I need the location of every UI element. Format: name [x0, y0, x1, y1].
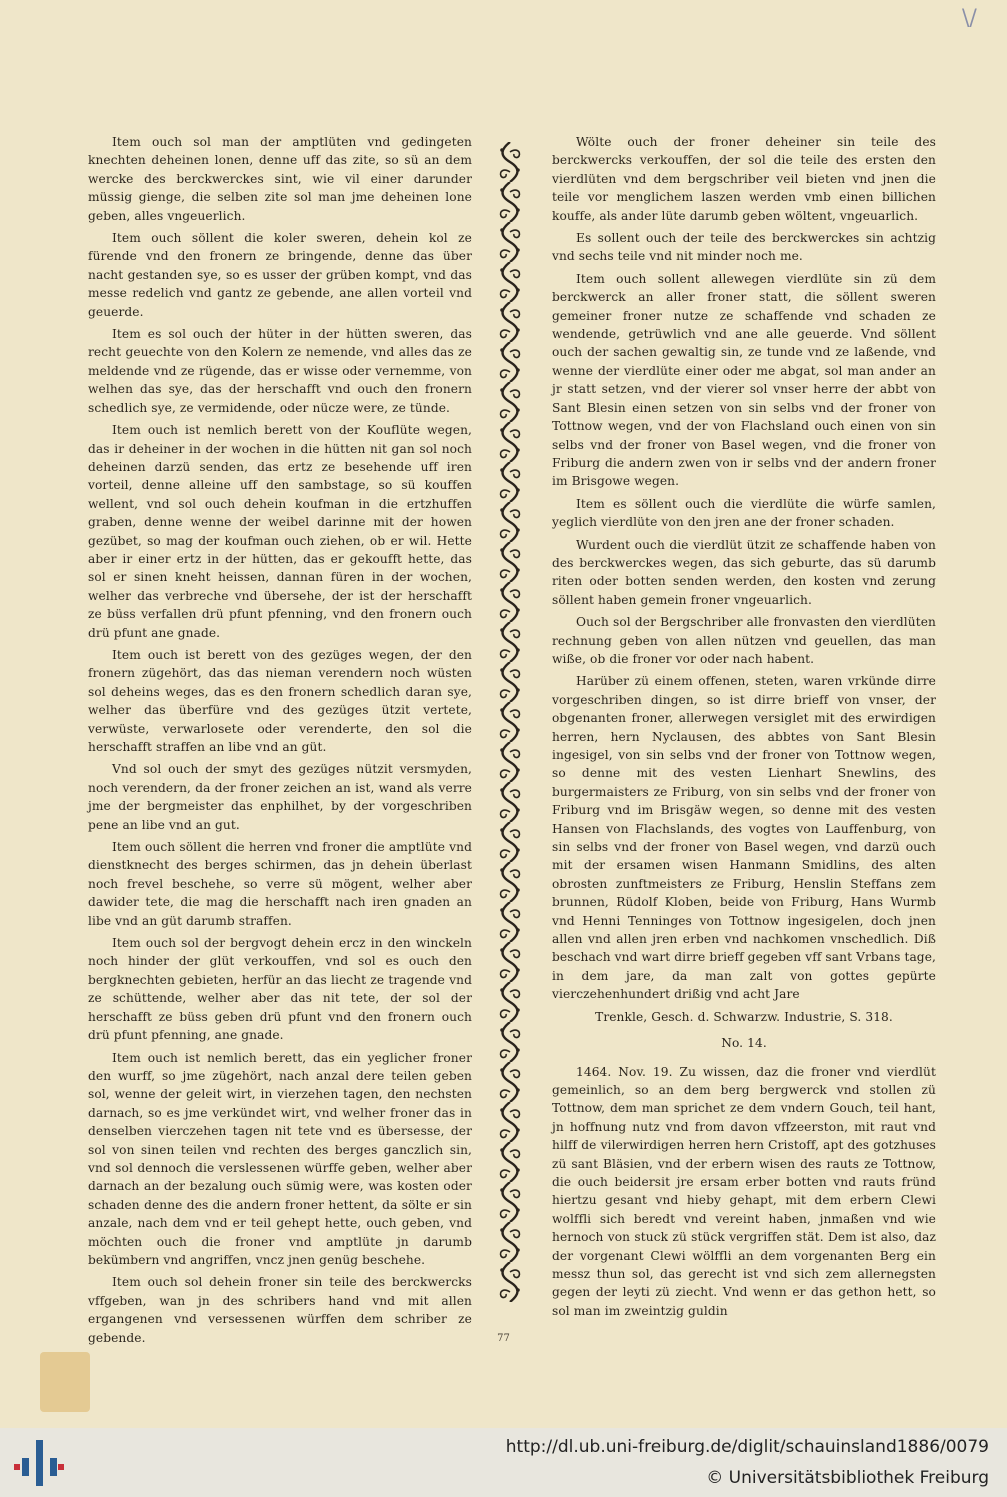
paragraph: 1464. Nov. 19. Zu wissen, daz die froner vnd vierdlüt gemeinlich, so an dem berg bergwerck vnd stollen zü Tottnow, dem man sprichet ze dem vndern Gouch, teil hant, jn hoffnung nutz vnd from davon vffzeerston, mit raut vnd hilff de vilerwirdigen herren hern Cristoff, apt des gotzhuses zü sant Bläsien, vnd der erbern wisen des rauts ze Tottnow, die ouch beidersit jre ersam erber botten vnd rauts fründ hiertzu gesant vnd hieby gehapt, mit dem erbern Clewi wolffli sich beredt vnd vereint haben, jnmaßen vnd wie hernoch von stuck zü stück vergriffen stät. Dem ist also, daz der vorgenant Clewi wölffli an dem vorgenanten Berg ein messz thun sol, das gerecht ist vnd sich zem allernegsten gegen der leyti zü ziecht. Vnd wenn er das gethon hett, so sol man im zweintzig guldin — [552, 1064, 936, 1318]
library-logo-icon — [14, 1440, 64, 1486]
paragraph: Item ouch sollent allewegen vierdlüte sin zü dem berckwerck an aller froner statt, die söllent sweren gemeiner froner nutze ze schaffende vnd schaden ze wendende, getrüwlich vnd ane alle geuerde. Vnd söllent ouch der sachen gewaltig sin, ze tunde vnd ze laßende, vnd wenne der vierdlüte einer oder me abgat, sol man ander an jr statt setzen, vnd der vierer sol vnser herre der abbt von Sant Blesin einen setzen von sin selbs vnd der froner von Tottnow wegen, vnd der von Flachsland ouch einen von sin selbs vnd der froner von Basel wegen, vnd die froner von Friburg die andern zwen von ir selbs vnd der andern froner im Brisgowe wegen. — [552, 271, 936, 489]
page-number: 77 — [497, 1333, 510, 1344]
paragraph: Harüber zü einem offenen, steten, waren vrkünde dirre vorgeschriben dingen, so ist dirre brieff von vnser, der obgenanten froner, allerwegen versiglet mit des erwirdigen herren, hern Nyclausen, des abbtes von Sant Blesin ingesigel, von sin selbs vnd der froner von Tottnow wegen, so denne mit des vesten Lienhart Snewlins, des burgermaisters ze Friburg, von sin selbs vnd der froner von Friburg vnd im Brisgäw wegen, so denne mit des vesten Hansen von Flachslands, des vogtes von Lauffenburg, von sin selbs vnd der froner von Basel wegen, vnd darzü ouch mit der ersamen wisen Hanmann Smidlins, des alten obrosten zunftmeisters ze Friburg, Henslin Steffans zem brunnen, Rüdolf Kloben, beide von Friburg, Hans Wurmb vnd Henni Tenninges von Tottnow ingesigelen, doch jnen allen vnd allen jren erben vnd nachkomen vnschedlich. Diß beschach vnd wart dirre brieff gegeben vff sant Vrbans tage, in dem jare, da man zalt von gottes gepürte vierczehenhundert drißig vnd acht Jare — [552, 674, 936, 1002]
paragraph: Item ouch sol der bergvogt dehein ercz in den winckeln noch hinder der glüt verkouffen, vnd sol es ouch den bergknechten gebieten, herfür an das liecht ze tragende vnd ze schüttende, welher aber das nit tete, der sol der herschafft ze büss geben drü pfunt vnd den fronern ouch drü pfunt pfenning, ane gnade. — [88, 936, 472, 1043]
adhesive-tape-mark — [40, 1352, 90, 1412]
vine-ornament-divider — [496, 142, 524, 1302]
paragraph: Item es sol ouch der hüter in der hütten sweren, das recht geuechte von den Kolern ze nemende, vnd alles das ze meldende vnd ze rügende, das er wisse oder vernemme, von welhen das sye, das der herschafft vnd ouch den fronern schedlich sye, ze vermidende, oder nücze were, ze tünde. — [88, 327, 472, 415]
document-number: No. 14. — [721, 1036, 767, 1051]
paragraph: Vnd sol ouch der smyt des gezüges nützit versmyden, noch verendern, da der froner zeichen an ist, wand als verre jme der bergmeister das enphilhet, by der vorgeschriben pene an libe vnd an gut. — [88, 762, 472, 832]
paragraph: Item ouch sol dehein froner sin teile des berckwercks vffgeben, wan jn des schribers hand vnd mit allen ergangenen vnd versessenen würffen dem schriber ze gebende. — [88, 1275, 472, 1345]
paragraph: Item es söllent ouch die vierdlüte die würfe samlen, yeglich vierdlüte von den jren ane der froner schaden. — [552, 496, 936, 530]
paragraph: Wölte ouch der froner deheiner sin teile des berckwercks verkouffen, der sol die teile des ersten den vierdlüten vnd dem bergschriber veil bieten vnd jnen die teile vor menglichem laszen werden vmb einen billichen kouffe, als ander lüte darumb geben wöltent, vngeuarlich. — [552, 135, 936, 223]
permalink-url[interactable]: http://dl.ub.uni-freiburg.de/diglit/schauinsland1886/0079 — [505, 1437, 989, 1457]
left-text-column — [88, 133, 472, 1351]
paragraph: Es sollent ouch der teile des berckwerckes sin achtzig vnd sechs teile vnd nit minder noch me. — [552, 231, 936, 264]
paragraph: Item ouch söllent die koler sweren, dehein kol ze fürende vnd den fronern ze bringende, denne das über nacht gestanden sye, so es usser der grüben kompt, vnd das messe redelich vnd gantz ze gebende, ane allen vorteil vnd geuerde. — [88, 231, 472, 319]
right-text-column — [552, 133, 936, 1324]
paragraph: Item ouch ist nemlich berett, das ein yeglicher froner den wurff, so jme zügehört, nach anzal dere teilen geben sol, wenne der geleit wirt, in vierzehen tagen, den nechsten darnach, so es jme verkündet wirt, vnd welher froner das in denselben vierczehen tagen nit tete vnd es übersesse, der sol von sinen teilen vnd rechten des berges ganczlich sin, vnd sol dennoch die verslessenen würffe geben, welher aber darnach an der bezalung ouch sümig were, was kosten oder schaden denne des die andern froner hettent, da sölte er sin anzale, nach dem vnd er teil gehept hette, ouch geben, vnd möchten ouch die froner vnd amptlüte jn darumb bekümbern vnd angriffen, vncz jnen genüg beschehe. — [88, 1050, 472, 1267]
corner-pencil-mark: \/ — [962, 6, 977, 31]
viewer-footer — [0, 1428, 1007, 1497]
paragraph: Item ouch söllent die herren vnd froner die amptlüte vnd dienstknecht des berges schirmen, das jn dehein überlast noch frevel beschehe, so verre sü mögent, welher aber dawider tete, die mag die herschafft nach iren gnaden an libe vnd an güt darumb straffen. — [88, 840, 472, 928]
source-citation: Trenkle, Gesch. d. Schwarzw. Industrie, S. 318. — [595, 1009, 893, 1024]
copyright-notice: © Universitätsbibliothek Freiburg — [706, 1468, 989, 1488]
paragraph: Wurdent ouch die vierdlüt ützit ze schaffende haben von des berckwerckes wegen, das sich geburte, das sü darumb riten oder botten senden werden, den kosten vnd zerung söllent haben gemein froner vngeuarlich. — [552, 537, 936, 607]
paragraph: Item ouch ist nemlich berett von der Kouflüte wegen, das ir deheiner in der wochen in die hütten nit gan sol noch deheinen darzü senden, das ertz ze besehende uff iren vorteil, denne alleine uff den sambstage, so sü kouffen wellent, vnd sol ouch dehein koufman in die ertzhuffen graben, denne wenne der weibel darinne mit der howen gezübet, so mag der koufman ouch ziehen, ob er wil. Hette aber ir einer ertz in der hütten, das er gekoufft hette, das sol er sinen kneht heissen, dannan füren in der wochen, welher das verbreche vnd übersehe, der ist der herschafft ze büss verfallen drü pfunt pfenning, vnd den fronern ouch drü pfunt ane gnade. — [88, 423, 472, 640]
paragraph: Ouch sol der Bergschriber alle fronvasten den vierdlüten rechnung geben von allen nützen vnd geuellen, das man wiße, ob die froner vor oder nach habent. — [552, 615, 936, 666]
paragraph: Item ouch sol man der amptlüten vnd gedingeten knechten deheinen lonen, denne uff das zite, so sü an dem wercke des berckwerckes sint, wie vil einer darunder müssig gienge, die selben zite sol man jme deheinen lone geben, alles vngeuerlich. — [88, 135, 472, 223]
paragraph: Item ouch ist berett von des gezüges wegen, der den fronern zügehört, das das nieman verendern noch wüsten sol deheins weges, das es den fronern schedlich daran sye, welher das überfüre vnd des gezüges ützit vertete, verwüste, verwarlosete oder verenderte, den sol die herschafft straffen an libe vnd an güt. — [88, 647, 472, 754]
